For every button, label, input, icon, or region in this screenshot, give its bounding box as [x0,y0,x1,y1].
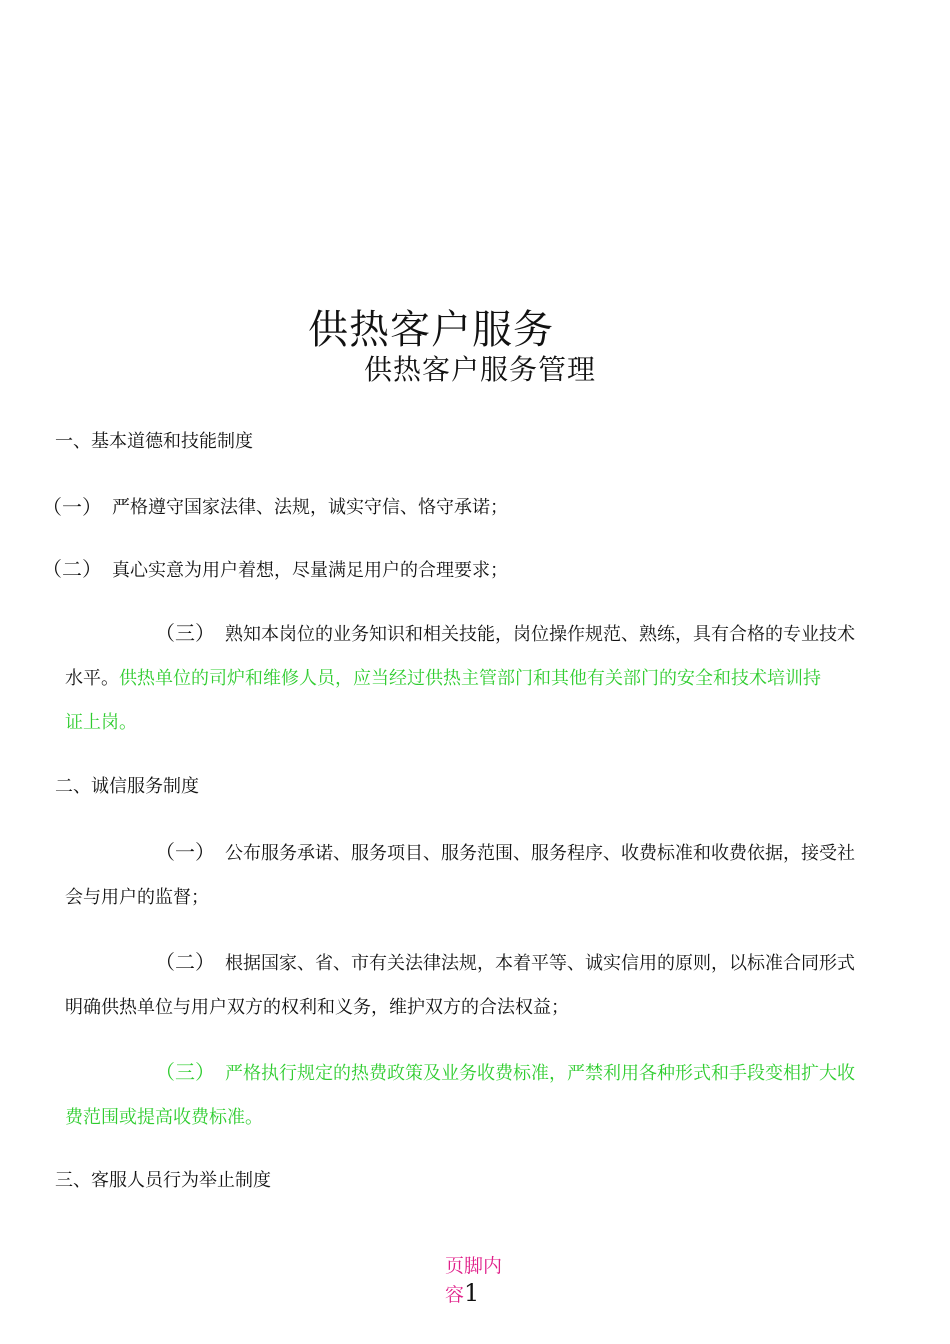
s2-item-3-line-2: 费范围或提高收费标准。 [65,1107,263,1128]
s2-item-2-line-1: 根据国家、省、市有关法律法规，本着平等、诚实信用的原则，以标准合同形式 [225,953,855,974]
s1-item-3-line-3: 证上岗。 [65,712,137,733]
footer-line-2 [445,1279,479,1307]
s1-item-3-line-1: 熟知本岗位的业务知识和相关技能，岗位操作规范、熟练，具有合格的专业技术 [225,624,855,645]
s1-item-3-line-2 [65,664,821,690]
s1-item-3-marker: （三） [155,621,215,645]
s1-item-1-marker: （一） [42,495,102,519]
section-2-heading: 二、诚信服务制度 [55,776,199,797]
footer-text: 容 [445,1284,465,1306]
document-subtitle: 供热客户服务管理 [364,353,597,386]
s2-item-2-line-2: 明确供热单位与用户双方的权利和义务，维护双方的合法权益； [65,997,569,1018]
s1-item-2-text: 真心实意为用户着想，尽量满足用户的合理要求； [112,560,508,581]
s2-item-3-line-1: 严格执行规定的热费政策及业务收费标准，严禁利用各种形式和手段变相扩大收 [225,1063,855,1084]
section-1-heading: 一、基本道德和技能制度 [55,431,253,452]
s2-item-3-marker: （三） [155,1060,215,1084]
page-number: 1 [464,1279,480,1307]
s2-item-1-line-1: 公布服务承诺、服务项目、服务范围、服务程序、收费标准和收费依据，接受社 [225,843,855,864]
s2-item-1-line-2: 会与用户的监督； [65,887,209,908]
s2-item-1-marker: （一） [155,840,215,864]
s1-item-3-highlight: 供热单位的司炉和维修人员，应当经过供热主管部门和其他有关部门的安全和技术培训持 [119,668,821,689]
s1-item-1-text: 严格遵守国家法律、法规，诚实守信、恪守承诺； [112,497,508,518]
document-title: 供热客户服务 [308,307,554,353]
s1-item-2-marker: （二） [42,557,102,581]
footer-line-1: 页脚内 [445,1255,503,1277]
s1-item-3-line-2a: 水平。 [65,668,119,689]
section-3-heading: 三、客服人员行为举止制度 [55,1170,271,1191]
s2-item-2-marker: （二） [155,950,215,974]
